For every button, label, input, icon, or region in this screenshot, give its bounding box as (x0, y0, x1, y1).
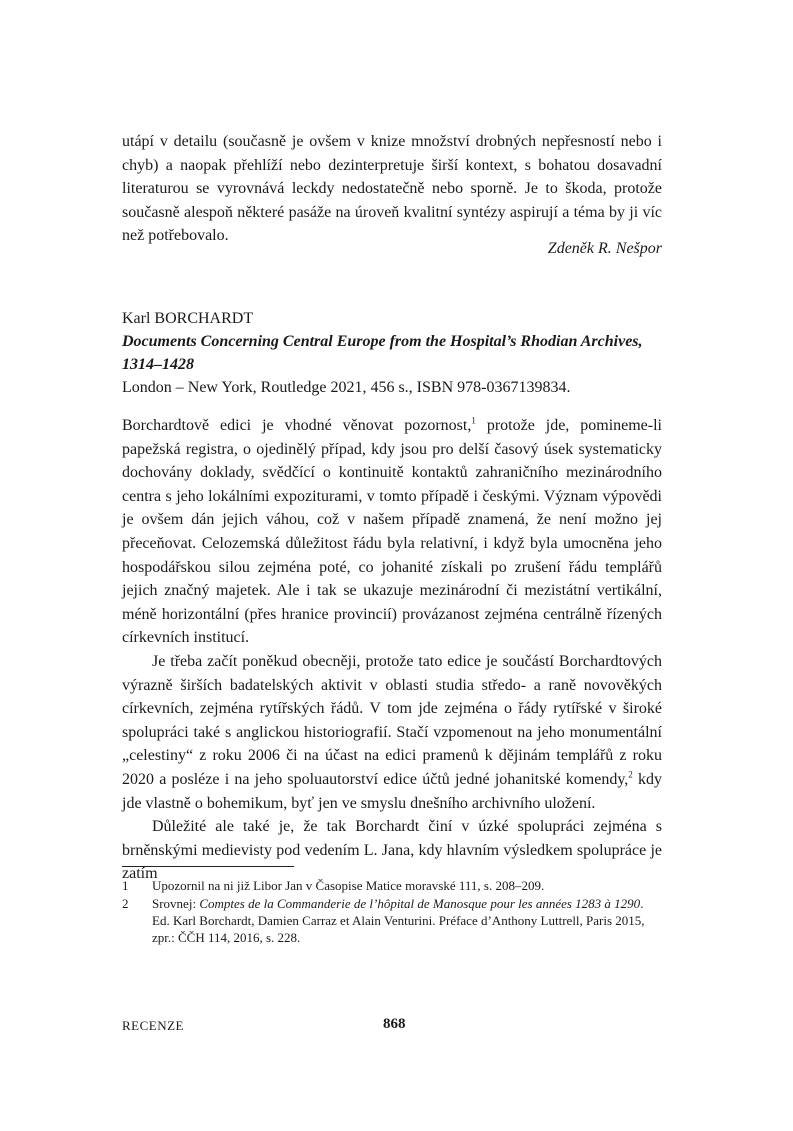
review-signature: Zdeněk R. Nešpor (547, 240, 662, 257)
footnote-2 (122, 895, 662, 946)
paragraph-text: Borchardtově edici je vhodné věnovat pozornost, (122, 417, 472, 434)
body-paragraph-2 (122, 650, 662, 815)
body-paragraph-3 (122, 815, 662, 886)
body-paragraph-1 (122, 414, 662, 650)
footnote-divider (122, 866, 294, 867)
running-footer-section: RECENZE (122, 1018, 184, 1033)
footnote-italic-title: Comptes de la Commanderie de l’hôpital de Manosque pour les années 1283 à 1290 (199, 896, 641, 911)
footnote-1 (122, 877, 662, 894)
book-title-line1: Documents Concerning Central Europe from the Hospital’s Rhodian Archives, (122, 333, 643, 350)
top-paragraph: utápí v detailu (současně je ovšem v knize množství drobných nepřesností nebo i chyb) a naopak přehlíží nebo dezinterpretuje širší kontext, s bohatou dosavadní literaturou se vyrovnává leckdy nedostatečně nebo sporně. Je to škoda, protože současně alespoň některé pasáže na úroveň kvalitní syntézy aspirují a téma by ji víc než potřebovalo. (122, 133, 662, 245)
review-body (122, 414, 662, 886)
footnote-text (152, 877, 662, 894)
footnote-text-plain: Srovnej: (152, 896, 200, 911)
paragraph-text: kdy jde vlastně o bohemikum, byť jen ve smyslu dnešního archivního uložení. (122, 770, 662, 812)
paragraph-text: Je třeba začít poněkud obecněji, protože tato edice je součástí Borchardtových výrazně širších badatelských aktivit v oblasti studia středo- a raně novověkých církevních, zejména rytířských řádů. V tom jde zejména o řády rytířské v široké spolupráci také s anglickou historiografií. Stačí vzpomenout na jeho monumentální „celestiny“ z roku 2006 či na účast na edici pramenů k dějinám templářů z roku 2020 a posléze i na jeho spoluautorství edice účtů jedné johanitské komendy, (122, 652, 662, 788)
paragraph-text: protože jde, pomineme-li papežská registra, o ojedinělý případ, kdy jsou pro delší časový úsek systematicky dochovány doklady, svědčící o kontinuitě kontaktů zahraničního mezinárodního centra s jeho lokálními expoziturami, v tomto případě i českými. Význam výpovědi je ovšem dán jejich váhou, což v našem případě znamená, že není možno jej přeceňovat. Celozemská důležitost řádu byla relativní, i když byla umocněna jeho hospodářskou silou zejména poté, co johanité získali po zrušení řádu templářů jejich značný majetek. Ale i tak se ukazuje mezinárodní či mezistátní vertikální, méně horizontální (přes hranice provincií) provázanost zejména centrálně řízených církevních institucí. (122, 417, 663, 647)
footnote-number: 1 (122, 878, 129, 893)
footnote-text (152, 895, 662, 946)
footnote-ref-1[interactable]: 1 (471, 415, 476, 426)
paragraph-text: Důležité ale také je, že tak Borchardt činí v úzké spolupráci zejména s brněnskými medievisty pod vedením L. Jana, kdy hlavním výsledkem spolupráce je zatím (122, 818, 662, 883)
footnote-number: 2 (122, 896, 129, 911)
page-number: 868 (383, 1016, 406, 1032)
footnote-ref-2[interactable]: 2 (628, 769, 633, 780)
book-author: Karl BORCHARDT (122, 310, 254, 327)
top-paragraph-block (122, 130, 662, 248)
book-title-line2: 1314–1428 (122, 356, 194, 373)
footnote-text-plain: Upozornil na ni již Libor Jan v Časopise Matice moravské 111, s. 208–209. (152, 878, 545, 893)
book-citation (122, 307, 662, 399)
book-publication: London – New York, Routledge 2021, 456 s., ISBN 978-0367139834. (122, 379, 571, 396)
footnote-text-plain: . Ed. Karl Borchardt, Damien Carraz et Alain Venturini. Préface d’Anthony Luttrell, Paris 2015, zpr.: ČČH 114, 2016, s. 228. (152, 896, 645, 945)
